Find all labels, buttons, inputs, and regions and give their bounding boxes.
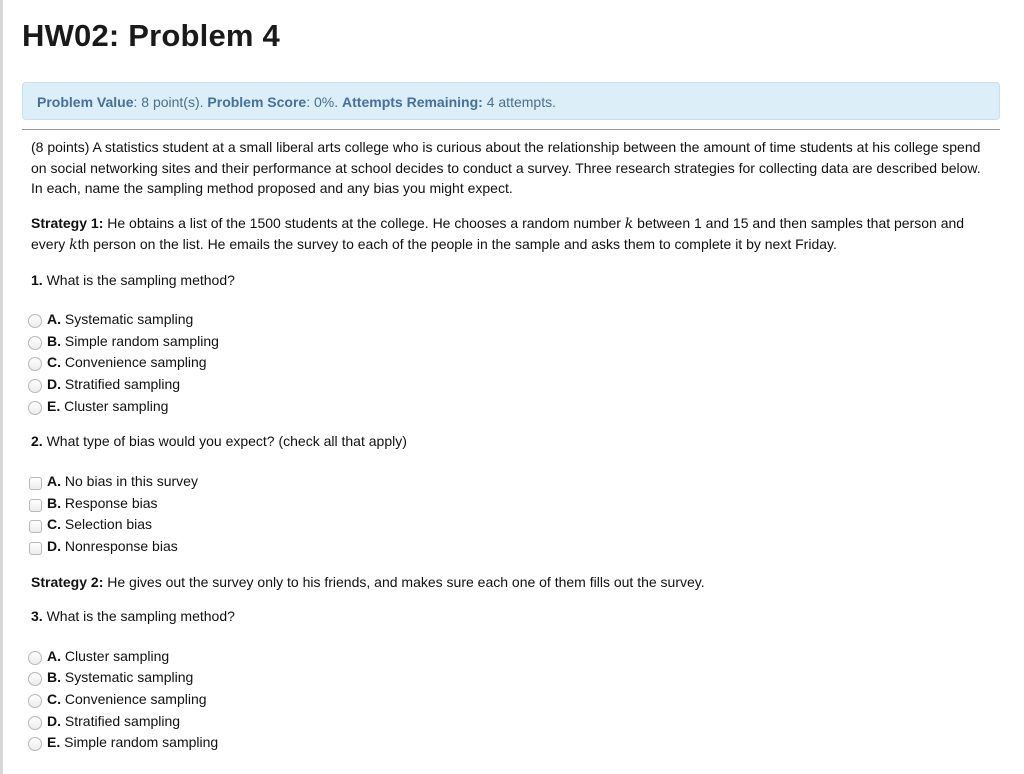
option-letter: D. (47, 376, 61, 393)
radio-button[interactable] (28, 401, 42, 415)
radio-button[interactable] (28, 314, 42, 328)
option-letter: A. (47, 472, 61, 489)
radio-option[interactable] (31, 374, 996, 396)
question-1 (31, 270, 996, 291)
problem-body (31, 137, 996, 768)
radio-button[interactable] (28, 336, 42, 350)
option-letter: B. (47, 494, 61, 511)
strategy-1-label: Strategy 1: (31, 214, 104, 231)
option-text: Systematic sampling (61, 669, 194, 686)
page-title: HW02: Problem 4 (22, 18, 280, 53)
strategy-1-text: between 1 and 15 and then samples that person and every (31, 214, 965, 252)
option-text: Convenience sampling (61, 354, 207, 371)
problem-info-box (22, 82, 1000, 120)
option-letter: D. (47, 712, 61, 729)
variable-k: k (624, 215, 634, 232)
radio-button[interactable] (28, 737, 42, 751)
radio-option[interactable] (31, 396, 996, 418)
radio-button[interactable] (28, 716, 42, 730)
question-3 (31, 606, 996, 627)
question-3-options (31, 646, 996, 754)
option-letter: C. (47, 691, 61, 708)
radio-option[interactable] (31, 309, 996, 331)
radio-button[interactable] (28, 651, 42, 665)
problem-value-label: Problem Value (37, 94, 134, 110)
question-text: What type of bias would you expect? (check all that apply) (42, 433, 407, 450)
option-text: Response bias (61, 494, 158, 511)
divider (22, 129, 1000, 130)
radio-option[interactable] (31, 689, 996, 711)
radio-option[interactable] (31, 352, 996, 374)
strategy-2-label: Strategy 2: (31, 573, 104, 590)
variable-k: k (69, 237, 78, 253)
checkbox-option[interactable] (31, 493, 996, 515)
question-number: 2. (31, 433, 43, 450)
option-letter: A. (47, 647, 61, 664)
option-letter: B. (47, 669, 61, 686)
question-number: 3. (31, 608, 43, 625)
radio-button[interactable] (28, 694, 42, 708)
radio-option[interactable] (31, 331, 996, 353)
option-text: Stratified sampling (61, 712, 181, 729)
checkbox[interactable] (29, 520, 42, 533)
problem-intro: (8 points) A statistics student at a small liberal arts college who is curious about the relationship between the amount of time students at his college spend on social networking sites and their performance at school decides to conduct a survey. Three research strategies for collecting data are described below. In each, name the sampling method proposed and any bias you might expect. (31, 139, 981, 196)
problem-score-label: Problem Score (207, 94, 307, 110)
strategy-2-text: He gives out the survey only to his friends, and makes sure each one of them fills out the survey. (103, 573, 705, 590)
radio-option[interactable] (31, 667, 996, 689)
option-text: Cluster sampling (61, 647, 170, 664)
strategy-1 (31, 213, 996, 256)
attempts-remaining-label: Attempts Remaining: (342, 94, 483, 110)
strategy-2 (31, 572, 996, 593)
radio-button[interactable] (28, 672, 42, 686)
option-text: Selection bias (61, 516, 153, 533)
option-text: Stratified sampling (61, 376, 181, 393)
option-letter: C. (47, 516, 61, 533)
checkbox-option[interactable] (31, 536, 996, 558)
radio-button[interactable] (28, 379, 42, 393)
option-letter: E. (47, 734, 61, 751)
question-text: What is the sampling method? (42, 271, 235, 288)
radio-option[interactable] (31, 711, 996, 733)
question-text: What is the sampling method? (42, 608, 235, 625)
attempts-remaining: 4 attempts. (482, 94, 556, 110)
option-letter: E. (47, 397, 61, 414)
left-border (0, 0, 3, 774)
option-text: No bias in this survey (61, 472, 198, 489)
option-text: Cluster sampling (60, 397, 169, 414)
checkbox[interactable] (29, 542, 42, 555)
question-number: 1. (31, 271, 43, 288)
checkbox-option[interactable] (31, 471, 996, 493)
radio-button[interactable] (28, 357, 42, 371)
problem-value: : 8 point(s). (133, 94, 208, 110)
question-2-options (31, 471, 996, 558)
option-letter: D. (47, 538, 61, 554)
option-letter: C. (47, 354, 61, 371)
checkbox[interactable] (29, 477, 42, 490)
question-1-options (31, 309, 996, 417)
problem-score: : 0%. (306, 94, 343, 110)
option-text: Simple random sampling (60, 734, 219, 751)
option-letter: B. (47, 332, 61, 349)
question-2 (31, 431, 996, 452)
option-text: Simple random sampling (61, 332, 219, 349)
checkbox[interactable] (29, 499, 42, 512)
strategy-1-text: th person on the list. He emails the survey to each of the people in the sample and asks them to complete it by next Friday. (77, 236, 837, 252)
option-text: Systematic sampling (61, 311, 194, 327)
radio-option[interactable] (31, 732, 996, 754)
option-letter: A. (47, 311, 61, 327)
checkbox-option[interactable] (31, 514, 996, 536)
option-text: Nonresponse bias (61, 538, 178, 554)
option-text: Convenience sampling (61, 691, 207, 708)
strategy-1-text: He obtains a list of the 1500 students at the college. He chooses a random number (103, 214, 625, 231)
radio-option[interactable] (31, 646, 996, 668)
